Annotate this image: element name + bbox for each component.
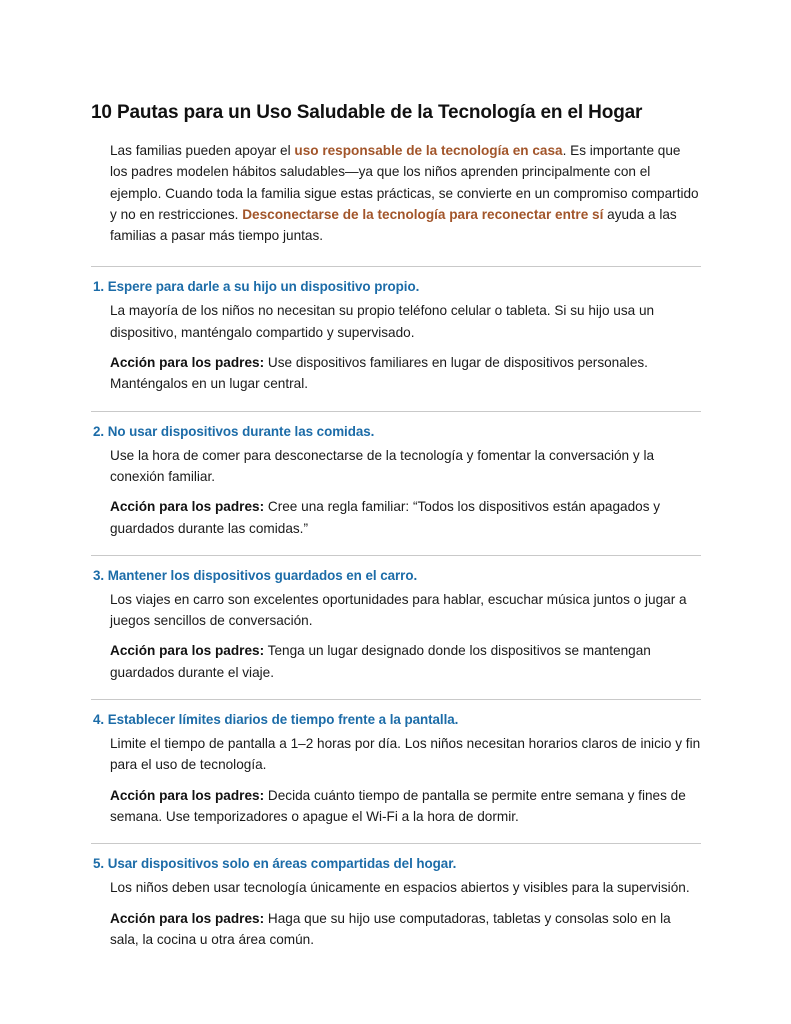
action-text: Use dispositivos familiares en lugar de dispositivos personales. Manténgalos en un lugar central. bbox=[110, 355, 648, 392]
action-label: Acción para los padres: bbox=[110, 643, 265, 659]
action-label: Acción para los padres: bbox=[110, 499, 265, 515]
section-spacer bbox=[91, 827, 701, 843]
document-content bbox=[91, 140, 701, 950]
section-divider bbox=[91, 266, 701, 267]
action-label: Acción para los padres: bbox=[110, 787, 265, 803]
section-action-5 bbox=[110, 908, 701, 951]
guideline-section-3 bbox=[91, 555, 701, 683]
section-action-4 bbox=[110, 785, 701, 828]
action-text: Haga que su hijo use computadoras, tabletas y consolas solo en la sala, la cocina u otra área común. bbox=[110, 910, 671, 947]
intro-highlight-disconnect: Desconectarse de la tecnología para reconectar entre sí bbox=[242, 206, 604, 222]
section-divider bbox=[91, 411, 701, 412]
intro-paragraph bbox=[110, 140, 701, 246]
section-spacer bbox=[91, 683, 701, 699]
action-label: Acción para los padres: bbox=[110, 355, 265, 371]
intro-highlight-responsible-use: uso responsable de la tecnología en casa bbox=[294, 143, 563, 158]
section-action-2 bbox=[110, 496, 701, 539]
intro-spacer bbox=[91, 246, 701, 266]
intro-text-part1: Las familias pueden apoyar el bbox=[110, 143, 295, 158]
section-heading-1: 1. Espere para darle a su hijo un dispositivo propio. bbox=[93, 279, 420, 295]
section-heading-5: 5. Usar dispositivos solo en áreas compartidas del hogar. bbox=[93, 856, 457, 872]
guideline-section-2 bbox=[91, 411, 701, 539]
intro-text-part3: ayuda a las familias a pasar más tiempo juntas. bbox=[110, 206, 677, 244]
section-body-5: Los niños deben usar tecnología únicamente en espacios abiertos y visibles para la supervisión. bbox=[110, 880, 690, 896]
section-body-4: Limite el tiempo de pantalla a 1–2 horas por día. Los niños necesitan horarios claros de inicio y fin para el uso de tecnología. bbox=[110, 736, 701, 773]
action-text: Cree una regla familiar: “Todos los dispositivos están apagados y guardados durante las comidas.” bbox=[110, 499, 661, 536]
section-divider bbox=[91, 843, 701, 844]
section-heading-3: 3. Mantener los dispositivos guardados en el carro. bbox=[93, 567, 418, 583]
section-heading-2: 2. No usar dispositivos durante las comidas. bbox=[93, 423, 375, 439]
intro-text-part2: . Es importante que los padres modelen hábitos saludables—ya que los niños aprenden principalmente con el ejemplo. Cuando toda la familia sigue estas prácticas, se convierte en un compromiso compartido y no en restricciones. bbox=[110, 143, 699, 222]
section-spacer bbox=[91, 395, 701, 411]
section-action-3 bbox=[110, 640, 701, 683]
action-text: Decida cuánto tiempo de pantalla se permite entre semana y fines de semana. Use temporizadores o apague el Wi-Fi a la hora de dormir. bbox=[110, 787, 686, 824]
section-spacer bbox=[91, 539, 701, 555]
page-title: 10 Pautas para un Uso Saludable de la Tecnología en el Hogar bbox=[91, 101, 643, 123]
section-body-1: La mayoría de los niños no necesitan su propio teléfono celular o tableta. Si su hijo usa un dispositivo, manténgalo compartido y supervisado. bbox=[110, 303, 655, 340]
section-body-3: Los viajes en carro son excelentes oportunidades para hablar, escuchar música juntos o jugar a juegos sencillos de conversación. bbox=[110, 591, 687, 629]
section-heading-4: 4. Establecer límites diarios de tiempo frente a la pantalla. bbox=[93, 712, 459, 728]
section-action-1 bbox=[110, 352, 701, 395]
guideline-section-4 bbox=[91, 699, 701, 827]
action-text: Tenga un lugar designado donde los dispositivos se mantengan guardados durante el viaje. bbox=[110, 643, 651, 680]
section-divider bbox=[91, 699, 701, 700]
section-body-2: Use la hora de comer para desconectarse de la tecnología y fomentar la conversación y la conexión familiar. bbox=[110, 447, 655, 484]
guideline-section-5 bbox=[91, 843, 701, 950]
guideline-section-1 bbox=[91, 266, 701, 394]
action-label: Acción para los padres: bbox=[110, 910, 265, 926]
section-divider bbox=[91, 555, 701, 556]
